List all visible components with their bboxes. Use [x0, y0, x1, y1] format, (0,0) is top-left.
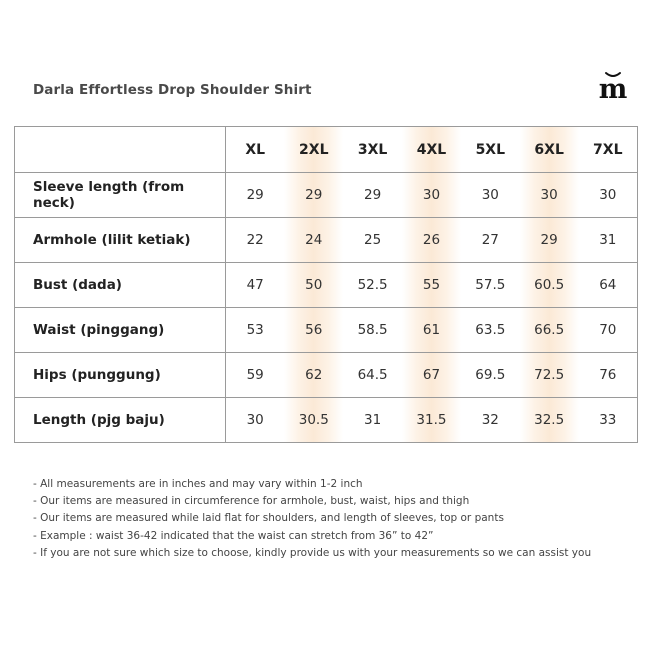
table-cell: 31 [579, 218, 638, 263]
product-title: Darla Effortless Drop Shoulder Shirt [33, 82, 312, 98]
size-header-7xl: 7XL [579, 127, 638, 173]
size-header-2xl: 2XL [284, 127, 343, 173]
table-cell: 55 [402, 263, 461, 308]
row-label-waist: Waist (pinggang) [15, 308, 226, 353]
size-header-row [15, 127, 638, 173]
table-cell: 64.5 [343, 353, 402, 398]
brand-logo-icon [596, 68, 630, 100]
table-cell: 22 [226, 218, 285, 263]
note-line: - Our items are measured in circumference for armhole, bust, waist, hips and thigh [33, 495, 470, 508]
table-cell: 58.5 [343, 308, 402, 353]
row-label-armhole: Armhole (lilit ketiak) [15, 218, 226, 263]
table-cell: 29 [343, 173, 402, 218]
table-row [15, 263, 638, 308]
note-line: - All measurements are in inches and may vary within 1-2 inch [33, 478, 363, 490]
header-corner-cell [15, 127, 226, 173]
table-cell: 29 [520, 218, 579, 263]
table-cell: 30 [520, 173, 579, 218]
size-header-6xl: 6XL [520, 127, 579, 173]
table-cell: 64 [579, 263, 638, 308]
table-row [15, 398, 638, 443]
table-row [15, 353, 638, 398]
table-cell: 29 [226, 173, 285, 218]
note-line: - Example : waist 36-42 indicated that the waist can stretch from 36” to 42” [33, 529, 434, 542]
table-row [15, 173, 638, 218]
note-line: - Our items are measured while laid flat for shoulders, and length of sleeves, top or pants [33, 512, 504, 525]
table-cell: 70 [579, 308, 638, 353]
table-cell: 24 [284, 218, 343, 263]
size-chart-table [14, 126, 638, 443]
table-cell: 30.5 [284, 398, 343, 443]
table-cell: 56 [284, 308, 343, 353]
table-cell: 27 [461, 218, 520, 263]
note-line: - If you are not sure which size to choose, kindly provide us with your measurements so we can assist you [33, 546, 592, 559]
table-cell: 30 [579, 173, 638, 218]
table-cell: 50 [284, 263, 343, 308]
size-header-xl: XL [226, 127, 285, 173]
table-cell: 32 [461, 398, 520, 443]
table-cell: 61 [402, 308, 461, 353]
table-cell: 30 [461, 173, 520, 218]
table-cell: 67 [402, 353, 461, 398]
table-cell: 57.5 [461, 263, 520, 308]
table-cell: 59 [226, 353, 285, 398]
table-cell: 53 [226, 308, 285, 353]
row-label-hips: Hips (punggung) [15, 353, 226, 398]
table-cell: 63.5 [461, 308, 520, 353]
size-header-3xl: 3XL [343, 127, 402, 173]
row-label-bust: Bust (dada) [15, 263, 226, 308]
table-cell: 72.5 [520, 353, 579, 398]
measurement-notes [33, 476, 591, 562]
table-cell: 30 [226, 398, 285, 443]
size-header-4xl: 4XL [402, 127, 461, 173]
table-cell: 60.5 [520, 263, 579, 308]
table-row [15, 218, 638, 263]
table-cell: 26 [402, 218, 461, 263]
table-cell: 52.5 [343, 263, 402, 308]
table-row [15, 308, 638, 353]
brand-logo [596, 68, 630, 100]
table-cell: 30 [402, 173, 461, 218]
table-cell: 33 [579, 398, 638, 443]
size-header-5xl: 5XL [461, 127, 520, 173]
table-cell: 25 [343, 218, 402, 263]
table-cell: 76 [579, 353, 638, 398]
table-cell: 47 [226, 263, 285, 308]
table-cell: 66.5 [520, 308, 579, 353]
table-cell: 62 [284, 353, 343, 398]
table-cell: 31.5 [402, 398, 461, 443]
table-cell: 31 [343, 398, 402, 443]
table-cell: 69.5 [461, 353, 520, 398]
row-label-sleeve-length: Sleeve length (from neck) [15, 173, 226, 218]
table-cell: 29 [284, 173, 343, 218]
brand-logo-glyph: m [598, 74, 628, 100]
row-label-length: Length (pjg baju) [15, 398, 226, 443]
table-cell: 32.5 [520, 398, 579, 443]
